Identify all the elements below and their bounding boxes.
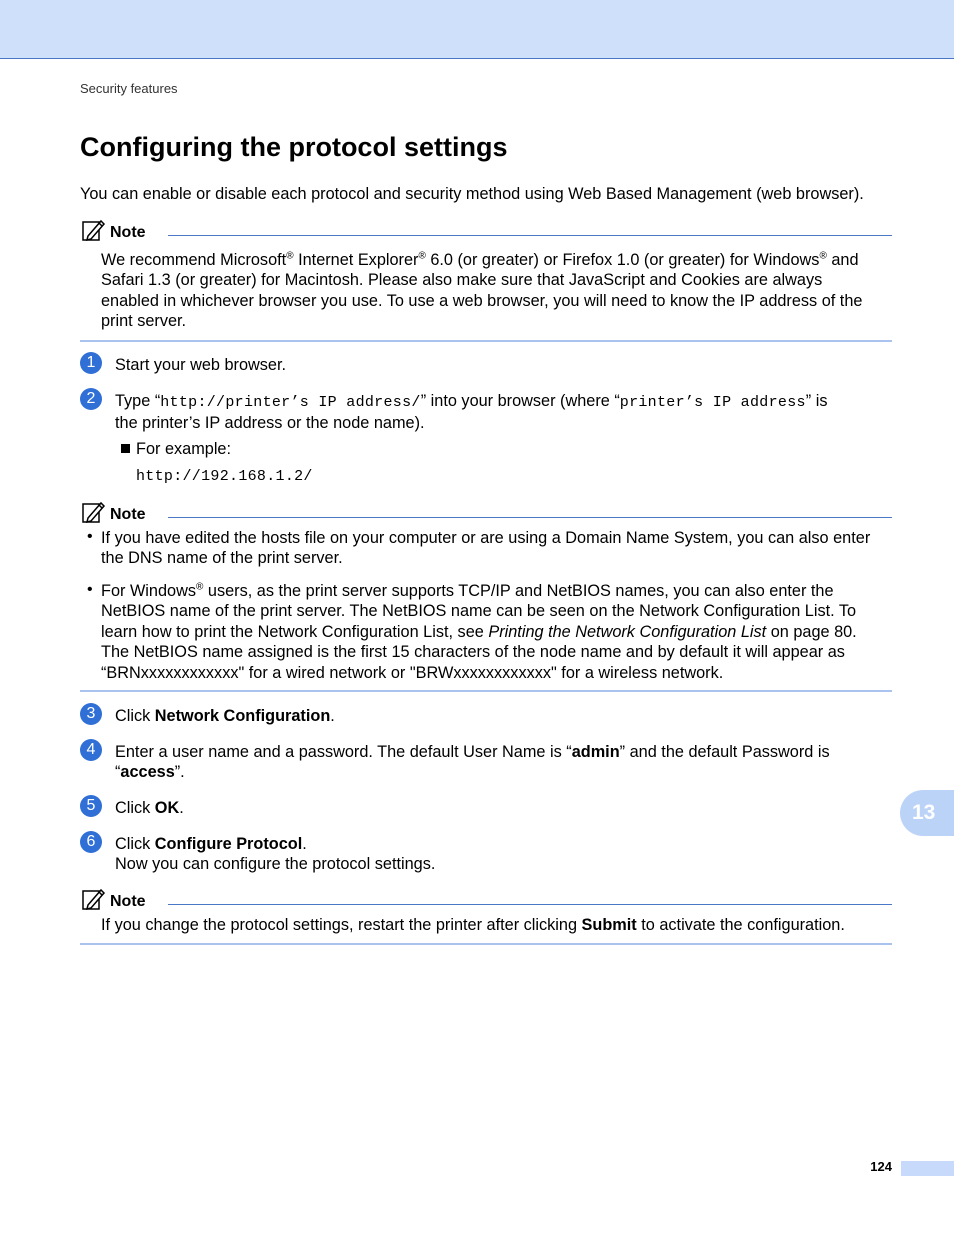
header-band bbox=[0, 0, 954, 59]
step-6-text: Click Configure Protocol. Now you can configure the protocol settings. bbox=[115, 835, 436, 874]
note-end-rule bbox=[80, 943, 892, 945]
step-6-marker: 6 bbox=[80, 831, 102, 853]
step-3-marker: 3 bbox=[80, 703, 102, 725]
note-label: Note bbox=[110, 506, 146, 523]
note-pencil-icon bbox=[82, 500, 106, 524]
step-1-text: Start your web browser. bbox=[115, 356, 287, 374]
note-header bbox=[80, 887, 892, 915]
note3-text: If you change the protocol settings, restart the printer after clicking Submit to activate the configuration. bbox=[101, 916, 845, 934]
note1-text: We recommend Microsoft® Internet Explorer® 6.0 (or greater) or Firefox 1.0 (or greater) for Windows® and Safari 1.3 (or greater) for Macintosh. Please also make sure that JavaScript and Cookies are always enabled in whichever browser you use. To use a web browser, you will need to know the IP address of the print server. bbox=[101, 250, 863, 331]
note-label: Note bbox=[110, 893, 146, 910]
step-4-text: Enter a user name and a password. The default User Name is “admin” and the default Password is “access”. bbox=[115, 743, 830, 782]
step-2-text: Type “http://printer’s IP address/” into your browser (where “printer’s IP address” is the printer’s IP address or the node name). bbox=[115, 392, 828, 433]
cross-reference-link: Printing the Network Configuration List bbox=[488, 622, 767, 641]
page-number: 124 bbox=[870, 1159, 892, 1174]
example-url: http://192.168.1.2/ bbox=[136, 468, 313, 485]
step-1-marker: 1 bbox=[80, 352, 102, 374]
step-5-marker: 5 bbox=[80, 795, 102, 817]
intro-paragraph: You can enable or disable each protocol and security method using Web Based Management (web browser). bbox=[80, 185, 864, 203]
step-5-text: Click OK. bbox=[115, 799, 184, 817]
note-pencil-icon bbox=[82, 218, 106, 242]
bullet-dot: • bbox=[87, 581, 93, 598]
note-end-rule bbox=[80, 340, 892, 342]
note-pencil-icon bbox=[82, 887, 106, 911]
note-divider bbox=[168, 904, 892, 905]
step-2-marker: 2 bbox=[80, 388, 102, 410]
page-title: Configuring the protocol settings bbox=[80, 132, 508, 162]
note2-bullet-2: For Windows® users, as the print server supports TCP/IP and NetBIOS names, you can also enter the NetBIOS name of the print server. The NetBIOS name can be seen on the Network Configuration List. To learn how to print the Network Configuration List, see Printing the Network Configuration List on page 80. The NetBIOS name assigned is the first 15 characters of the node name and by default it will appear as “BRNxxxxxxxxxxxx" for a wired network or "BRWxxxxxxxxxxxx" for a wireless network. bbox=[101, 581, 857, 682]
note-header bbox=[80, 218, 892, 246]
page-number-bar bbox=[901, 1161, 954, 1176]
breadcrumb: Security features bbox=[80, 81, 178, 96]
step-3-text: Click Network Configuration. bbox=[115, 707, 335, 725]
square-bullet-icon bbox=[121, 444, 130, 453]
example-item: For example: bbox=[121, 439, 231, 459]
note-header bbox=[80, 500, 892, 528]
note-label: Note bbox=[110, 224, 146, 241]
note2-bullet-1: If you have edited the hosts file on your computer or are using a Domain Name System, you can also enter the DNS name of the print server. bbox=[101, 529, 871, 568]
chapter-tab: 13 bbox=[900, 790, 954, 836]
note-end-rule bbox=[80, 690, 892, 692]
step-4-marker: 4 bbox=[80, 739, 102, 761]
bullet-dot: • bbox=[87, 528, 93, 545]
note-divider bbox=[168, 517, 892, 518]
note-divider bbox=[168, 235, 892, 236]
